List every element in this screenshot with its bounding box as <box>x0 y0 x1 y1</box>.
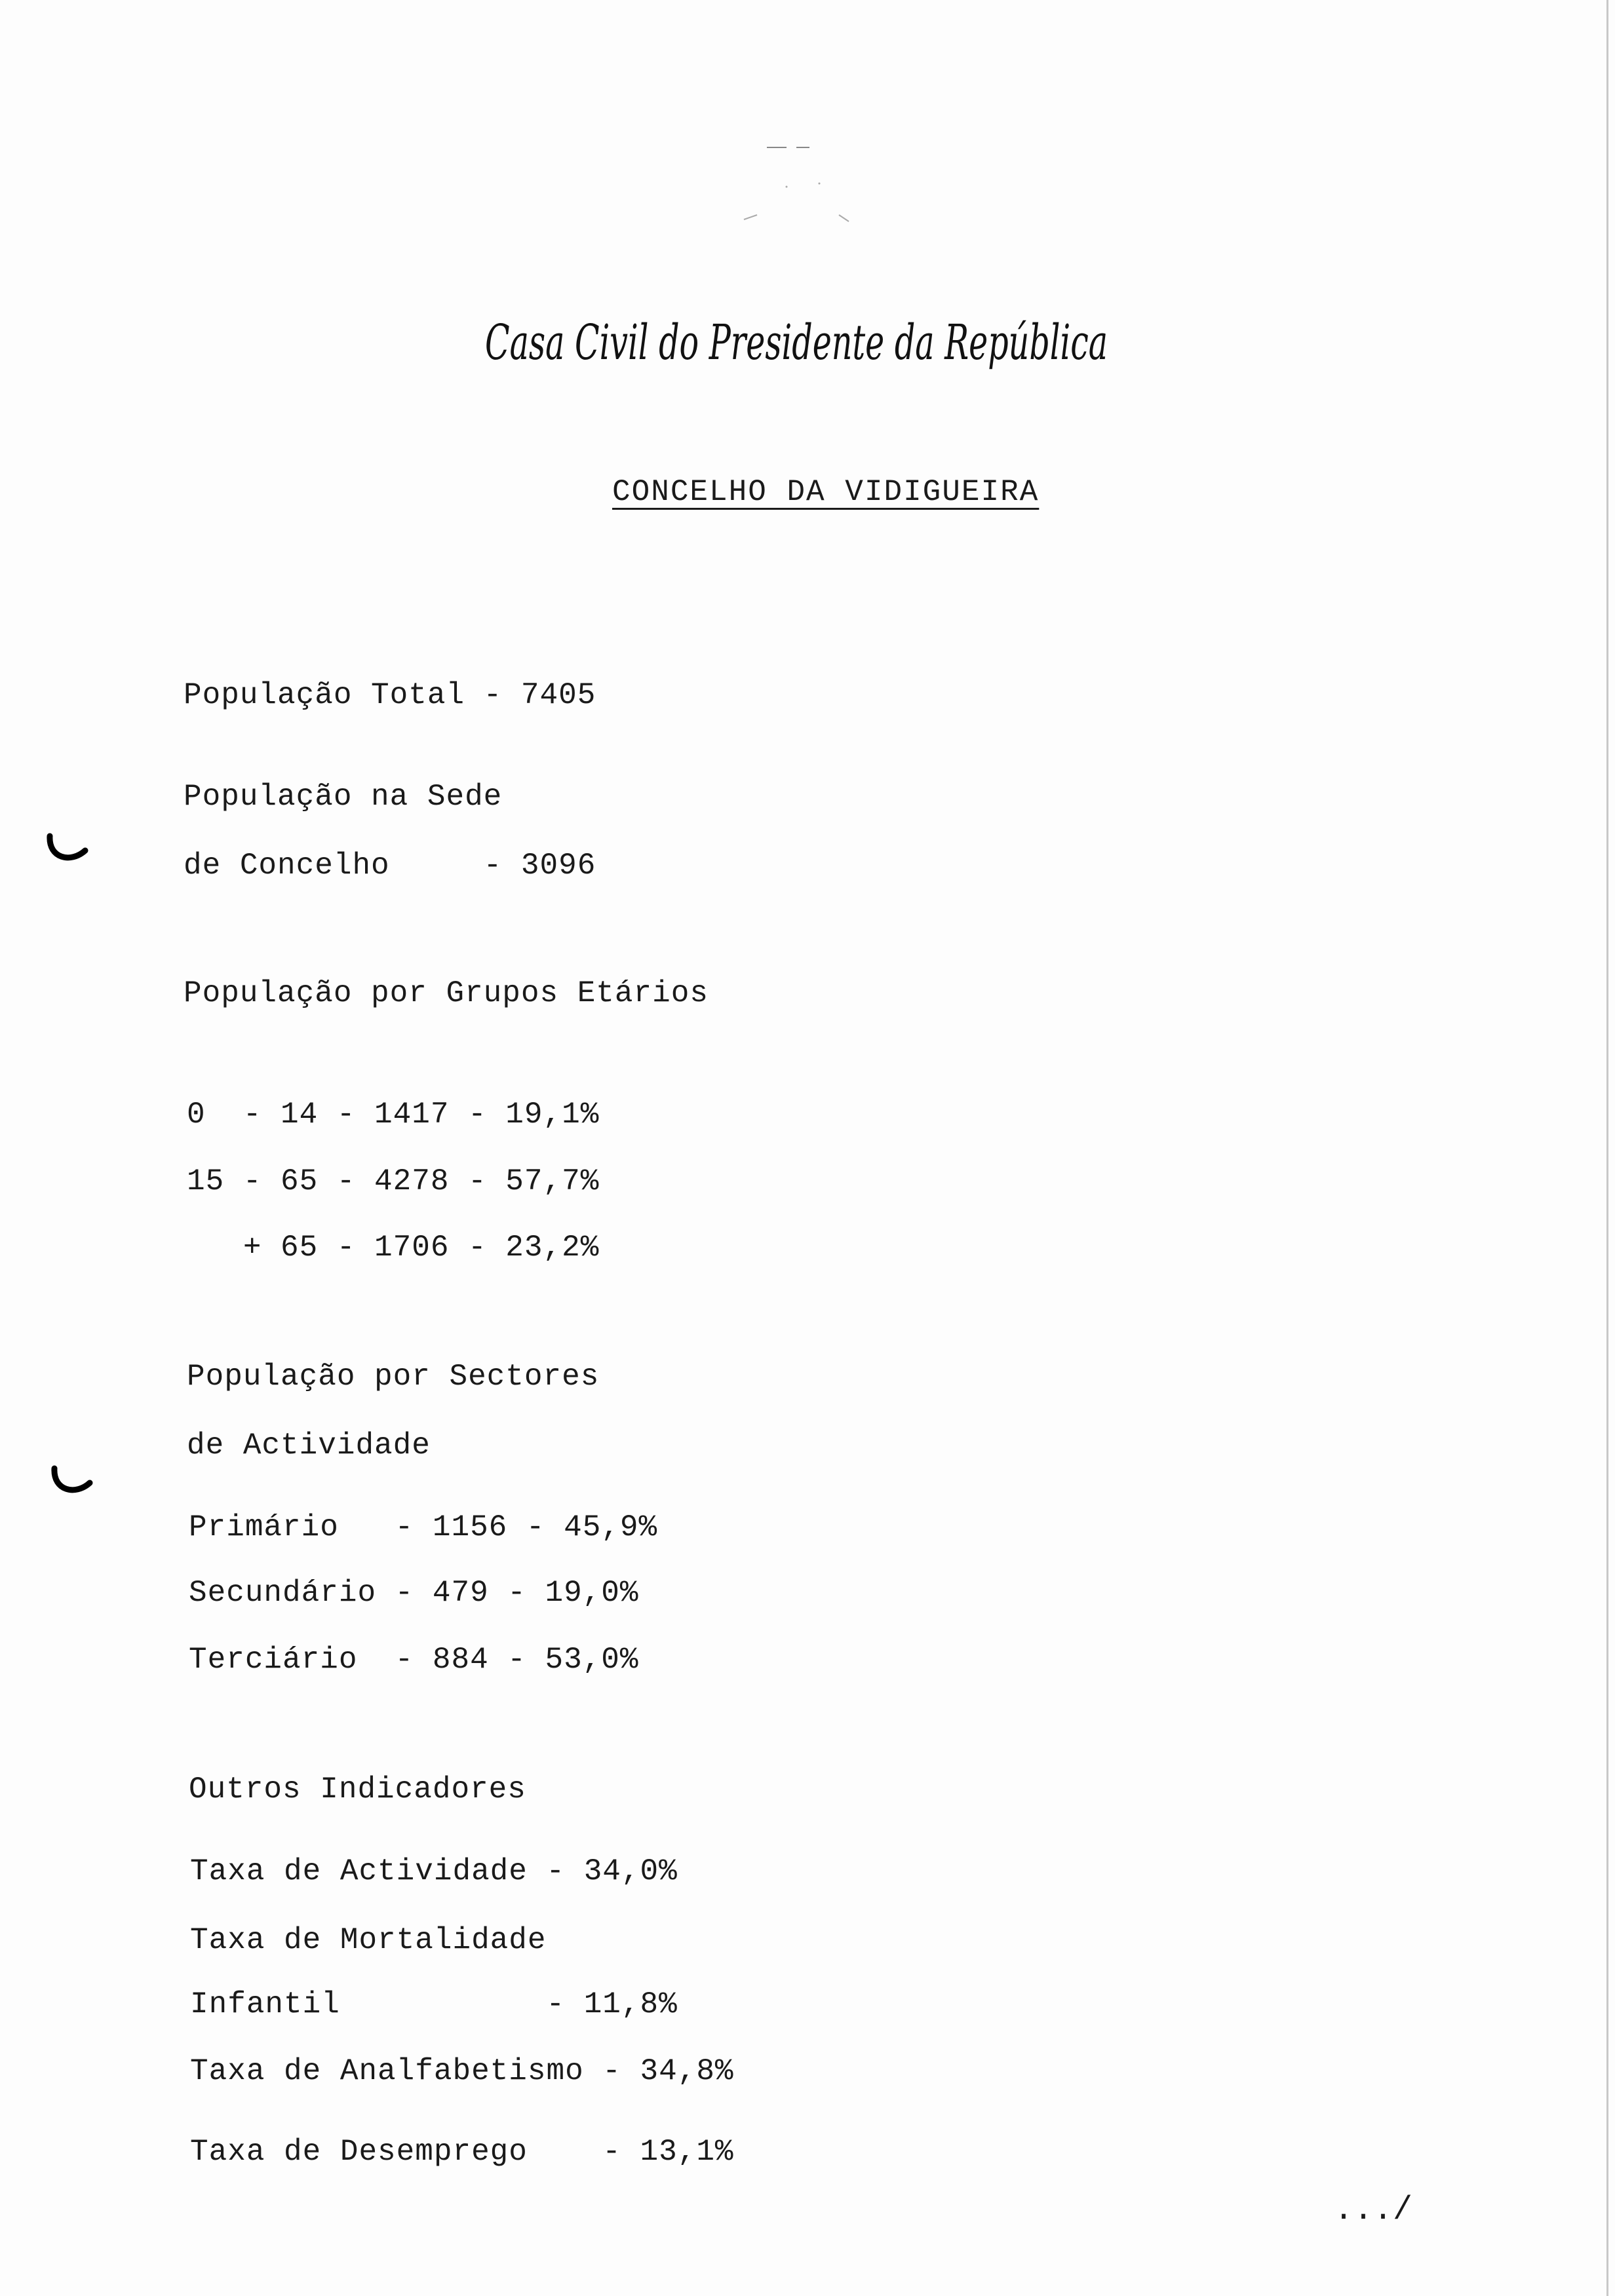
letterhead-text: Casa Civil do Presidente da República <box>485 315 1108 371</box>
population-total: População Total - 7405 <box>184 678 596 712</box>
letterhead-logo <box>485 308 1114 380</box>
sectors-heading-cont: de Actividade <box>187 1428 431 1463</box>
age-group-row: 15 - 65 - 4278 - 57,7% <box>187 1164 600 1198</box>
sector-row: Secundário - 479 - 19,0% <box>189 1576 639 1610</box>
other-indicators-heading: Outros Indicadores <box>189 1772 526 1807</box>
scan-specks <box>741 138 859 229</box>
sectors-heading: População por Sectores <box>187 1360 600 1394</box>
population-seat-label: População na Sede <box>184 780 503 814</box>
margin-check-mark <box>49 1464 95 1497</box>
age-group-row: + 65 - 1706 - 23,2% <box>187 1231 600 1265</box>
indicator-row: Taxa de Analfabetismo - 34,8% <box>190 2054 734 2088</box>
page-title: CONCELHO DA VIDIGUEIRA <box>612 475 1040 509</box>
sector-row: Primário - 1156 - 45,9% <box>189 1510 658 1544</box>
continuation-mark: .../ <box>1334 2192 1413 2229</box>
age-group-row: 0 - 14 - 1417 - 19,1% <box>187 1098 600 1132</box>
indicator-row: Taxa de Desemprego - 13,1% <box>190 2135 734 2169</box>
sector-row: Terciário - 884 - 53,0% <box>189 1643 639 1677</box>
indicator-row: Taxa de Actividade - 34,0% <box>190 1854 678 1888</box>
indicator-row: Taxa de Mortalidade <box>190 1923 547 1957</box>
indicator-row: Infantil - 11,8% <box>190 1987 678 2021</box>
margin-check-mark <box>45 832 90 865</box>
age-groups-heading: População por Grupos Etários <box>184 976 709 1010</box>
population-seat-value: de Concelho - 3096 <box>184 849 596 883</box>
scan-edge <box>1606 0 1608 2296</box>
